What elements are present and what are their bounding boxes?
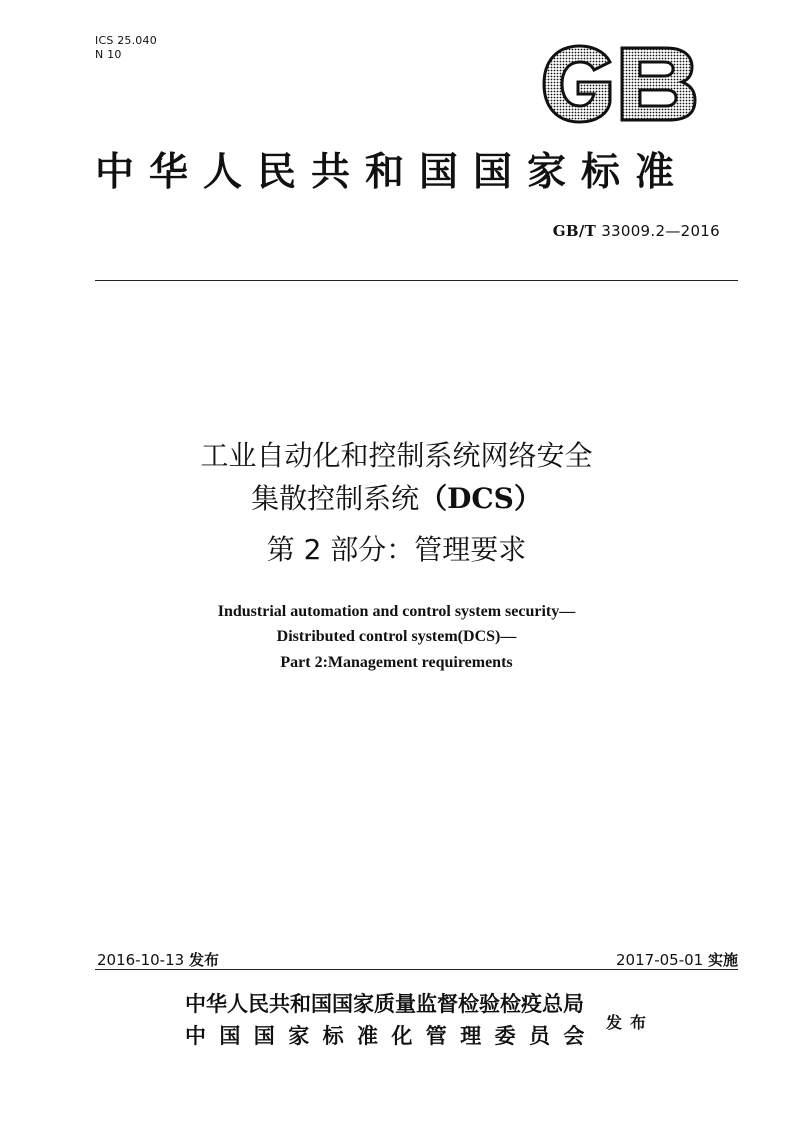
standard-number — [470, 222, 720, 240]
title-en-line2: Distributed control system(DCS)— — [276, 628, 517, 645]
ics-code: ICS 25.040 — [95, 34, 157, 47]
issued-date-block — [97, 949, 219, 970]
title-cn-line1: 工业自动化和控制系统网络安全 — [200, 439, 593, 472]
publish-label: 发布 — [606, 1013, 655, 1032]
standard-code: 33009.2—2016 — [601, 222, 720, 240]
title-cn-line2-dcs: （DCS） — [419, 482, 542, 515]
title-cn-line2-text: 集散控制系统 — [251, 482, 420, 515]
title-cn-line2 — [60, 479, 733, 519]
gb-logo — [538, 42, 700, 126]
title-en-line1: Industrial automation and control system security— — [217, 603, 576, 620]
issued-date: 2016-10-13 — [97, 951, 185, 969]
classification-codes — [95, 34, 157, 62]
effective-label: 实施 — [707, 951, 738, 969]
standard-prefix: GB/T — [552, 222, 597, 240]
title-en-line3: Part 2:Management requirements — [280, 654, 513, 671]
ccs-code: N 10 — [95, 48, 122, 61]
publisher-line2: 中国国家标准化管理委员会 — [185, 1024, 598, 1048]
title-cn-line3: 第 2 部分：管理要求 — [266, 533, 527, 566]
effective-date-block — [616, 949, 738, 970]
issued-label: 发布 — [188, 951, 219, 969]
gb-logo-graphic — [538, 42, 700, 126]
national-standard-title: 中华人民共和国国家标准 — [95, 149, 690, 195]
top-divider — [95, 280, 738, 281]
bottom-divider — [95, 969, 738, 970]
publisher-line1: 中华人民共和国国家质量监督检验检疫总局 — [185, 992, 584, 1016]
effective-date: 2017-05-01 — [616, 951, 704, 969]
